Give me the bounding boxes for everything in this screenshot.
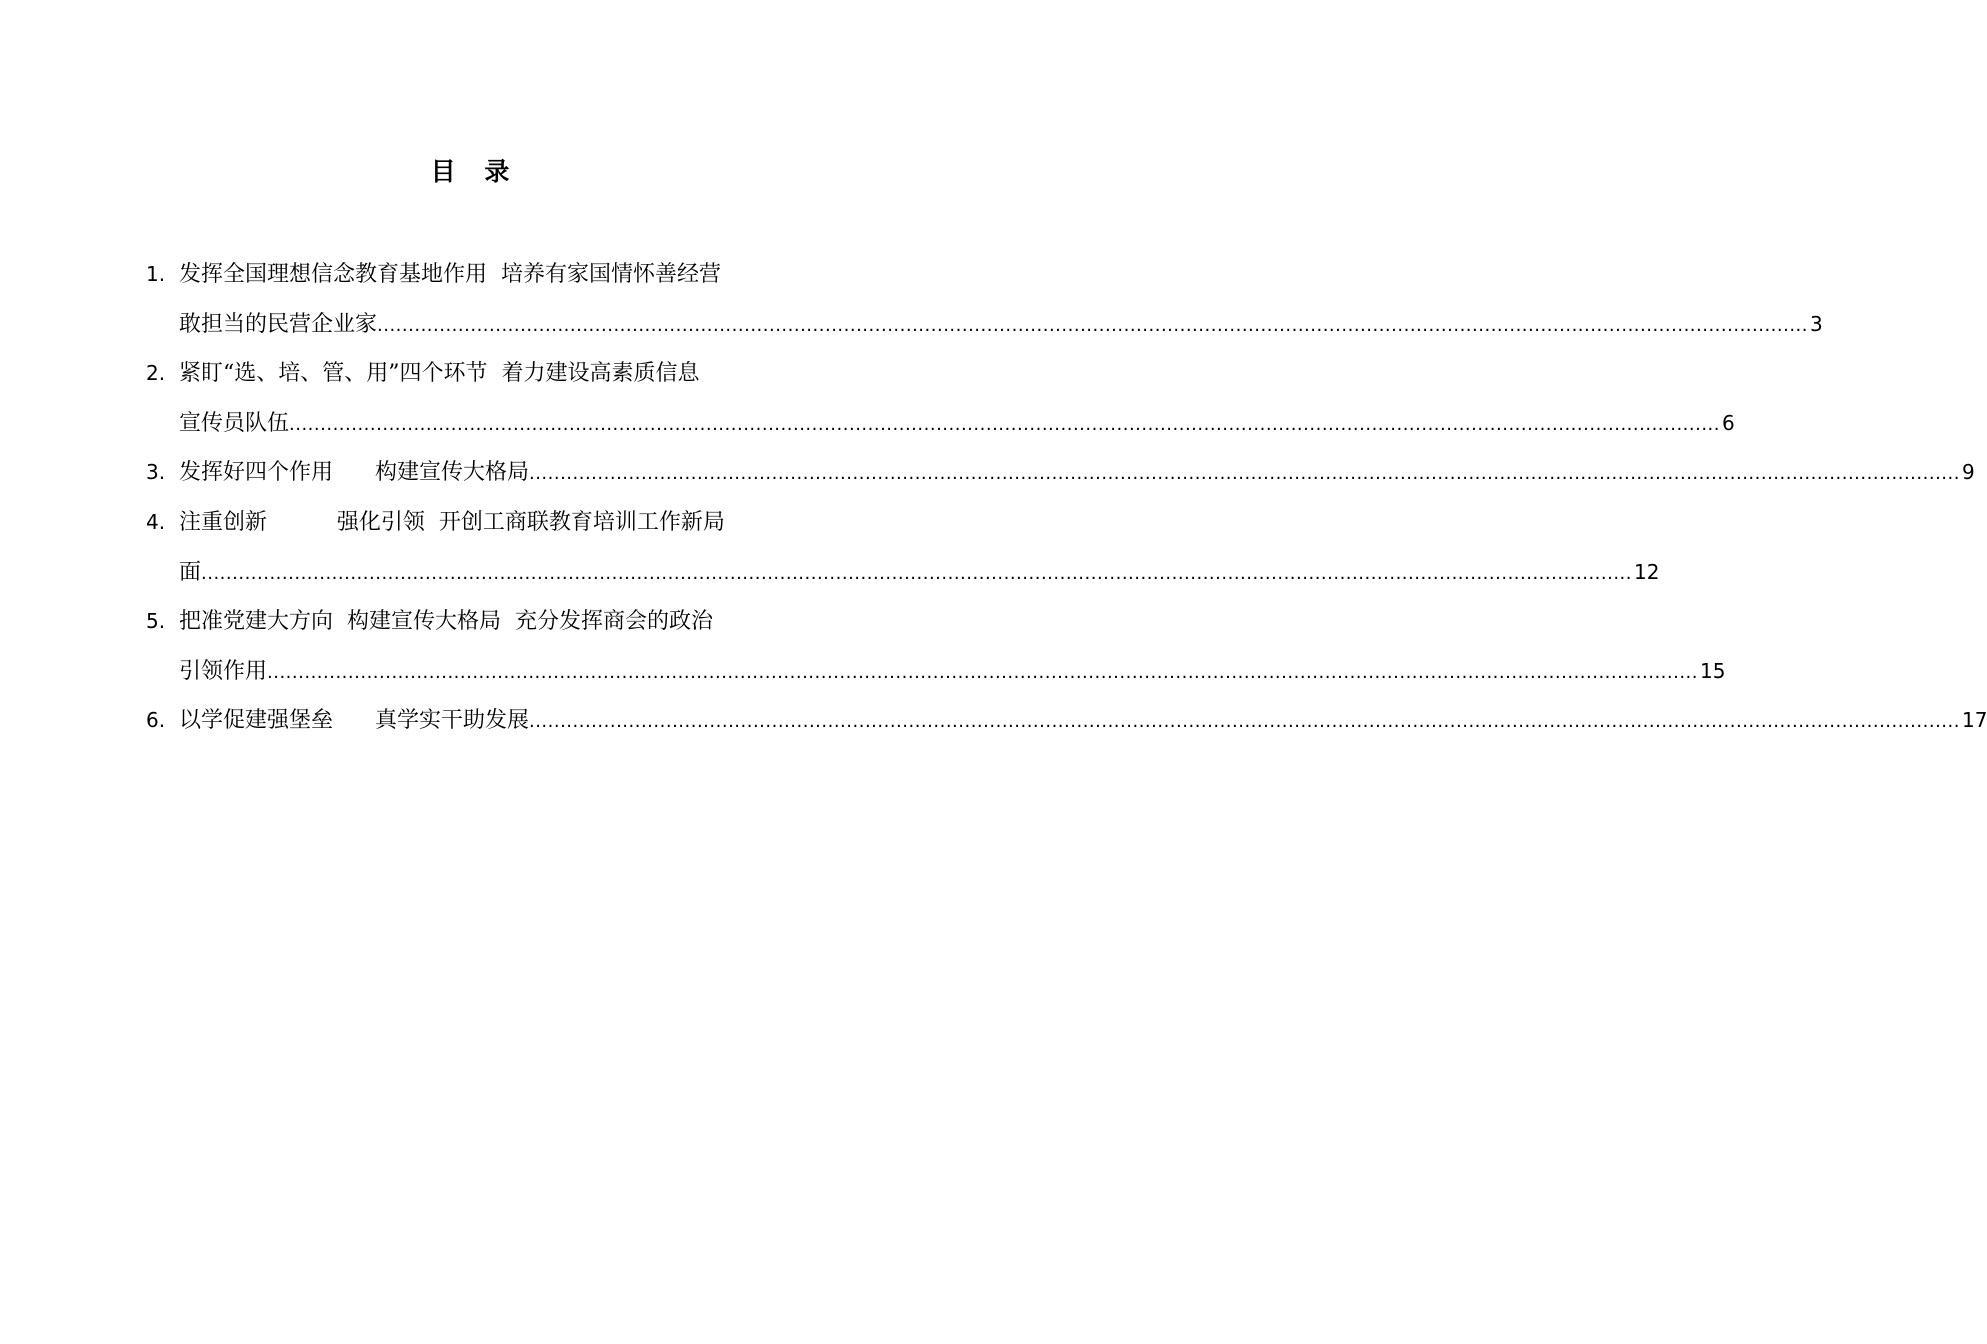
toc-entry-title-line2: 面 <box>179 559 202 585</box>
toc-entry-title-line1: 发挥全国理想信念教育基地作用 培养有家国情怀善经营 <box>179 262 721 287</box>
toc-entry-title-line1: 紧盯“选、培、管、用”四个环节 着力建设高素质信息 <box>179 361 700 387</box>
toc-entry-4[interactable] <box>146 498 1660 597</box>
toc-entry-title-line2: 宣传员队伍 <box>179 410 290 436</box>
toc-leader-dots <box>201 549 1632 599</box>
toc-leader-dots <box>529 697 1960 747</box>
toc-entry-2[interactable] <box>146 349 1735 448</box>
toc-entry-page: 3 <box>1810 311 1823 336</box>
toc-leader-dots <box>267 648 1698 698</box>
toc-leader-dots <box>529 449 1960 499</box>
toc-entry-page: 9 <box>1961 460 1975 485</box>
toc-entry-number: 6. <box>146 708 166 733</box>
toc-entry-6[interactable] <box>146 696 1987 746</box>
toc-entry-number: 5. <box>146 609 166 634</box>
toc-entry-title-line1: 注重创新 强化引领 开创工商联教育培训工作新局 <box>179 509 725 535</box>
toc-leader-dots <box>289 400 1720 450</box>
toc-entry-title-line2: 引领作用 <box>179 658 268 684</box>
toc-entry-title-line1: 以学促建强堡垒 真学实干助发展 <box>179 708 529 734</box>
toc-entry-number: 4. <box>146 509 166 534</box>
toc-entry-title-line2: 敢担当的民营企业家 <box>179 311 378 337</box>
toc-entry-page: 12 <box>1634 559 1660 584</box>
toc-entry-number: 2. <box>146 361 166 386</box>
toc-entry-number: 3. <box>146 460 166 485</box>
toc-entry-3[interactable] <box>146 448 1975 498</box>
toc-entry-5[interactable] <box>146 597 1726 696</box>
toc-entry-title-line1: 把准党建大方向 构建宣传大格局 充分发挥商会的政治 <box>179 609 713 635</box>
toc-entry-number: 1. <box>146 262 166 286</box>
toc-leader-dots <box>377 301 1808 351</box>
toc-entry-page: 17 <box>1961 708 1987 733</box>
toc-title: 目 录 <box>430 157 520 186</box>
toc-entry-page: 6 <box>1722 410 1735 435</box>
toc-entry-title-line1: 发挥好四个作用 构建宣传大格局 <box>179 460 529 486</box>
toc-list <box>146 250 1987 746</box>
toc-entry-1[interactable] <box>146 250 1823 349</box>
toc-entry-page: 15 <box>1700 658 1726 683</box>
